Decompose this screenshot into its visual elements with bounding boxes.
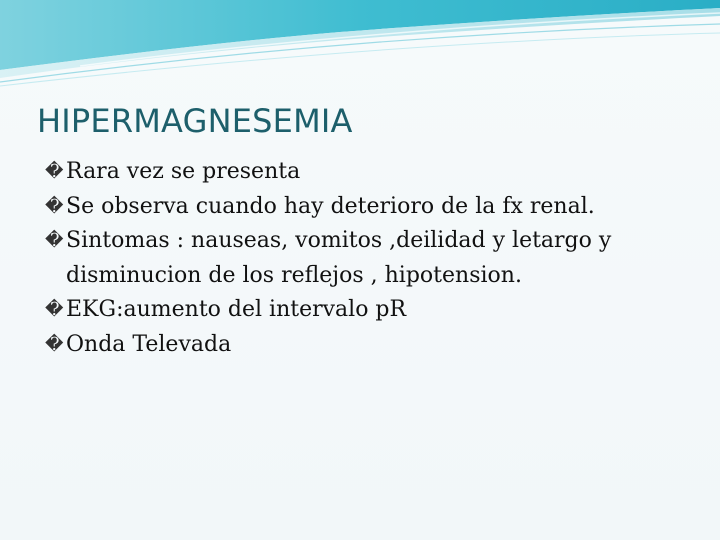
bullet-text: EKG:aumento del intervalo pR: [66, 297, 407, 322]
bullet-text: Onda Televada: [66, 331, 232, 357]
bullet-text-continuation: disminucion de los reflejos , hipotension.: [66, 262, 522, 288]
bullet-item: [45, 224, 685, 293]
bullet-marker-icon: �: [45, 299, 64, 320]
header-wave-decoration: [0, 0, 720, 90]
bullet-text: Sintomas : nauseas, vomitos ,deilidad y letargo y: [66, 228, 612, 253]
bullet-marker-icon: �: [45, 195, 64, 217]
bullet-marker-icon: �: [45, 333, 64, 355]
bullet-item: [45, 155, 685, 190]
bullet-marker-icon: �: [45, 230, 64, 251]
bullet-item: [45, 190, 685, 225]
bullet-item: [45, 328, 685, 363]
slide-title: HIPERMAGNESEMIA: [37, 102, 353, 140]
bullet-list: [45, 155, 685, 362]
bullet-text: Se observa cuando hay deterioro de la fx renal.: [66, 193, 595, 219]
bullet-item: [45, 293, 685, 328]
bullet-marker-icon: �: [45, 161, 64, 182]
bullet-text: Rara vez se presenta: [66, 159, 301, 184]
